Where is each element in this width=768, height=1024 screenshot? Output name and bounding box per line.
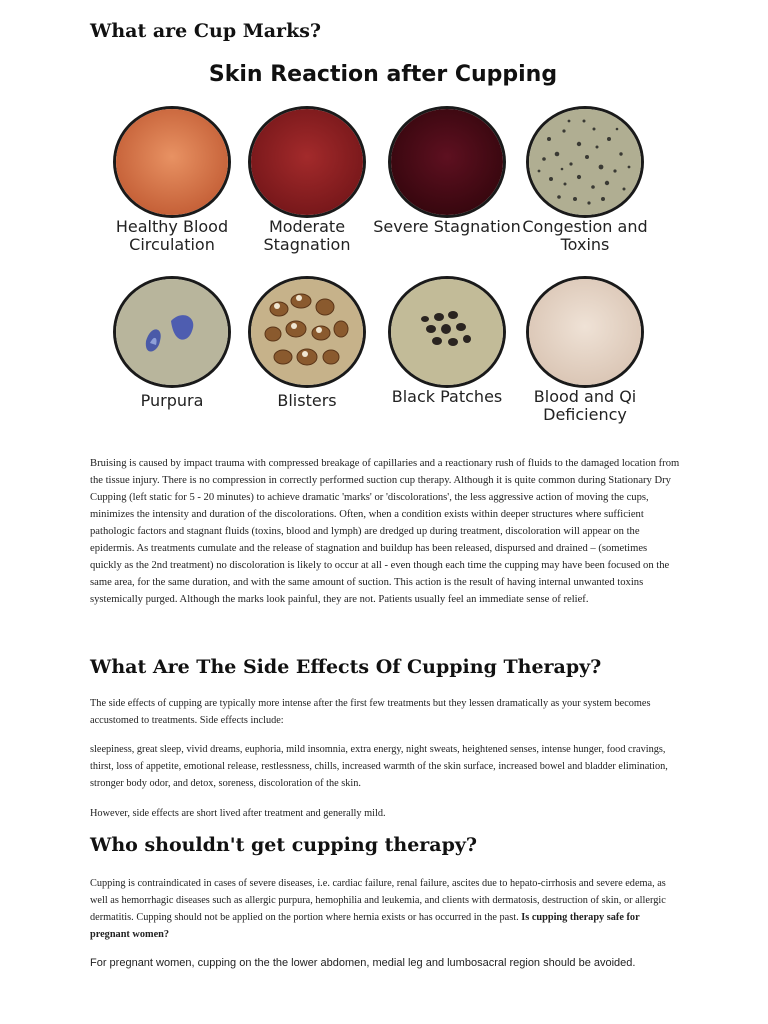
label-blisters: Blisters xyxy=(277,391,337,410)
pregnancy-answer: For pregnant women, cupping on the the lower abdomen, medial leg and lumbosacral region should be avoided. xyxy=(90,957,636,969)
side-effects-list: sleepiness, great sleep, vivid dreams, euphoria, mild insomnia, extra energy, night sweats, heightened senses, intense hunger, food cravings, thirst, loss of appetite, emotional release, restlessness, chills, increased warmth of the skin surface, increased bowel and bladder elimination, stronger body odor, and detox, soreness, discoloration of the skin. xyxy=(90,744,668,789)
figure-title: Skin Reaction after Cupping xyxy=(208,62,558,87)
label-healthy-circulation: Healthy Blood Circulation xyxy=(115,217,229,254)
label-black-patches: Black Patches xyxy=(391,387,503,406)
contraindications-paragraph xyxy=(90,875,680,943)
purpura-circle xyxy=(113,276,231,388)
heading-side-effects: What Are The Side Effects Of Cupping Therapy? xyxy=(90,656,602,678)
label-moderate-stagnation: Moderate Stagnation xyxy=(263,217,351,254)
black-patches-circle xyxy=(388,276,506,388)
label-severe-stagnation: Severe Stagnation xyxy=(373,217,521,236)
side-effects-intro: The side effects of cupping are typically more intense after the first few treatments but they lessen dramatically as your system becomes accustomed to treatments. Side effects include: xyxy=(90,698,651,726)
skin-reaction-figure xyxy=(108,58,658,438)
blisters-circle xyxy=(248,276,366,388)
contraindications-text: Cupping is contraindicated in cases of severe diseases, i.e. cardiac failure, renal failure, ascites due to hepato-cirrhosis and severe edema, as well as hemorrhagic diseases such as allergic purpura, hemophilia and leukemia, and clients with dermatosis, destruction of skin, or allergic dermatitis. Cupping should not be applied on the portion where hernia exists or has occurred in the past. xyxy=(90,878,666,923)
label-congestion-toxins: Congestion and Toxins xyxy=(522,217,648,254)
paragraph-bruising: Bruising is caused by impact trauma with compressed breakage of capillaries and a reactionary rush of fluids to the damaged location from the tissue injury. There is no compression in correctly performed suction cup therapy. Although it is quite common during Stationary Dry Cupping (left static for 5 - 20 minutes) to achieve dramatic 'marks' or 'discolorations', the less aggressive action of moving the cups, minimizes the intensity and duration of the discolorations. Often, when a condition exists within deeper structures where sufficient pathologic factors and stagnant fluids (toxins, blood and lymph) are dredged up during treatment, discoloration will appear on the epidermis. As treatments cumulate and the release of stagnation and buildup has been released, dispursed and drained – (sometimes quickly as the 2nd treatment) no discoloration is likely to occur at all - even though each time the cupping may have been focused on the same area, for the same duration, and with the same amount of suction. This action is the result of having internal unwanted toxins systemically purged. Although the marks look painful, they are not. Patients usually feel an immediate sense of relief. xyxy=(90,458,680,605)
label-blood-qi-deficiency: Blood and Qi Deficiency xyxy=(533,387,637,424)
label-purpura: Purpura xyxy=(140,391,204,410)
heading-cup-marks: What are Cup Marks? xyxy=(90,20,322,42)
healthy-circulation-circle xyxy=(113,106,231,218)
blood-qi-deficiency-circle xyxy=(526,276,644,388)
side-effects-note: However, side effects are short lived after treatment and generally mild. xyxy=(90,808,386,819)
heading-who-shouldnt: Who shouldn't get cupping therapy? xyxy=(90,834,478,856)
moderate-stagnation-circle xyxy=(248,106,366,218)
pregnancy-question: Is cupping therapy safe for pregnant women? xyxy=(90,912,640,940)
severe-stagnation-circle xyxy=(388,106,506,218)
congestion-toxins-circle xyxy=(526,106,644,218)
